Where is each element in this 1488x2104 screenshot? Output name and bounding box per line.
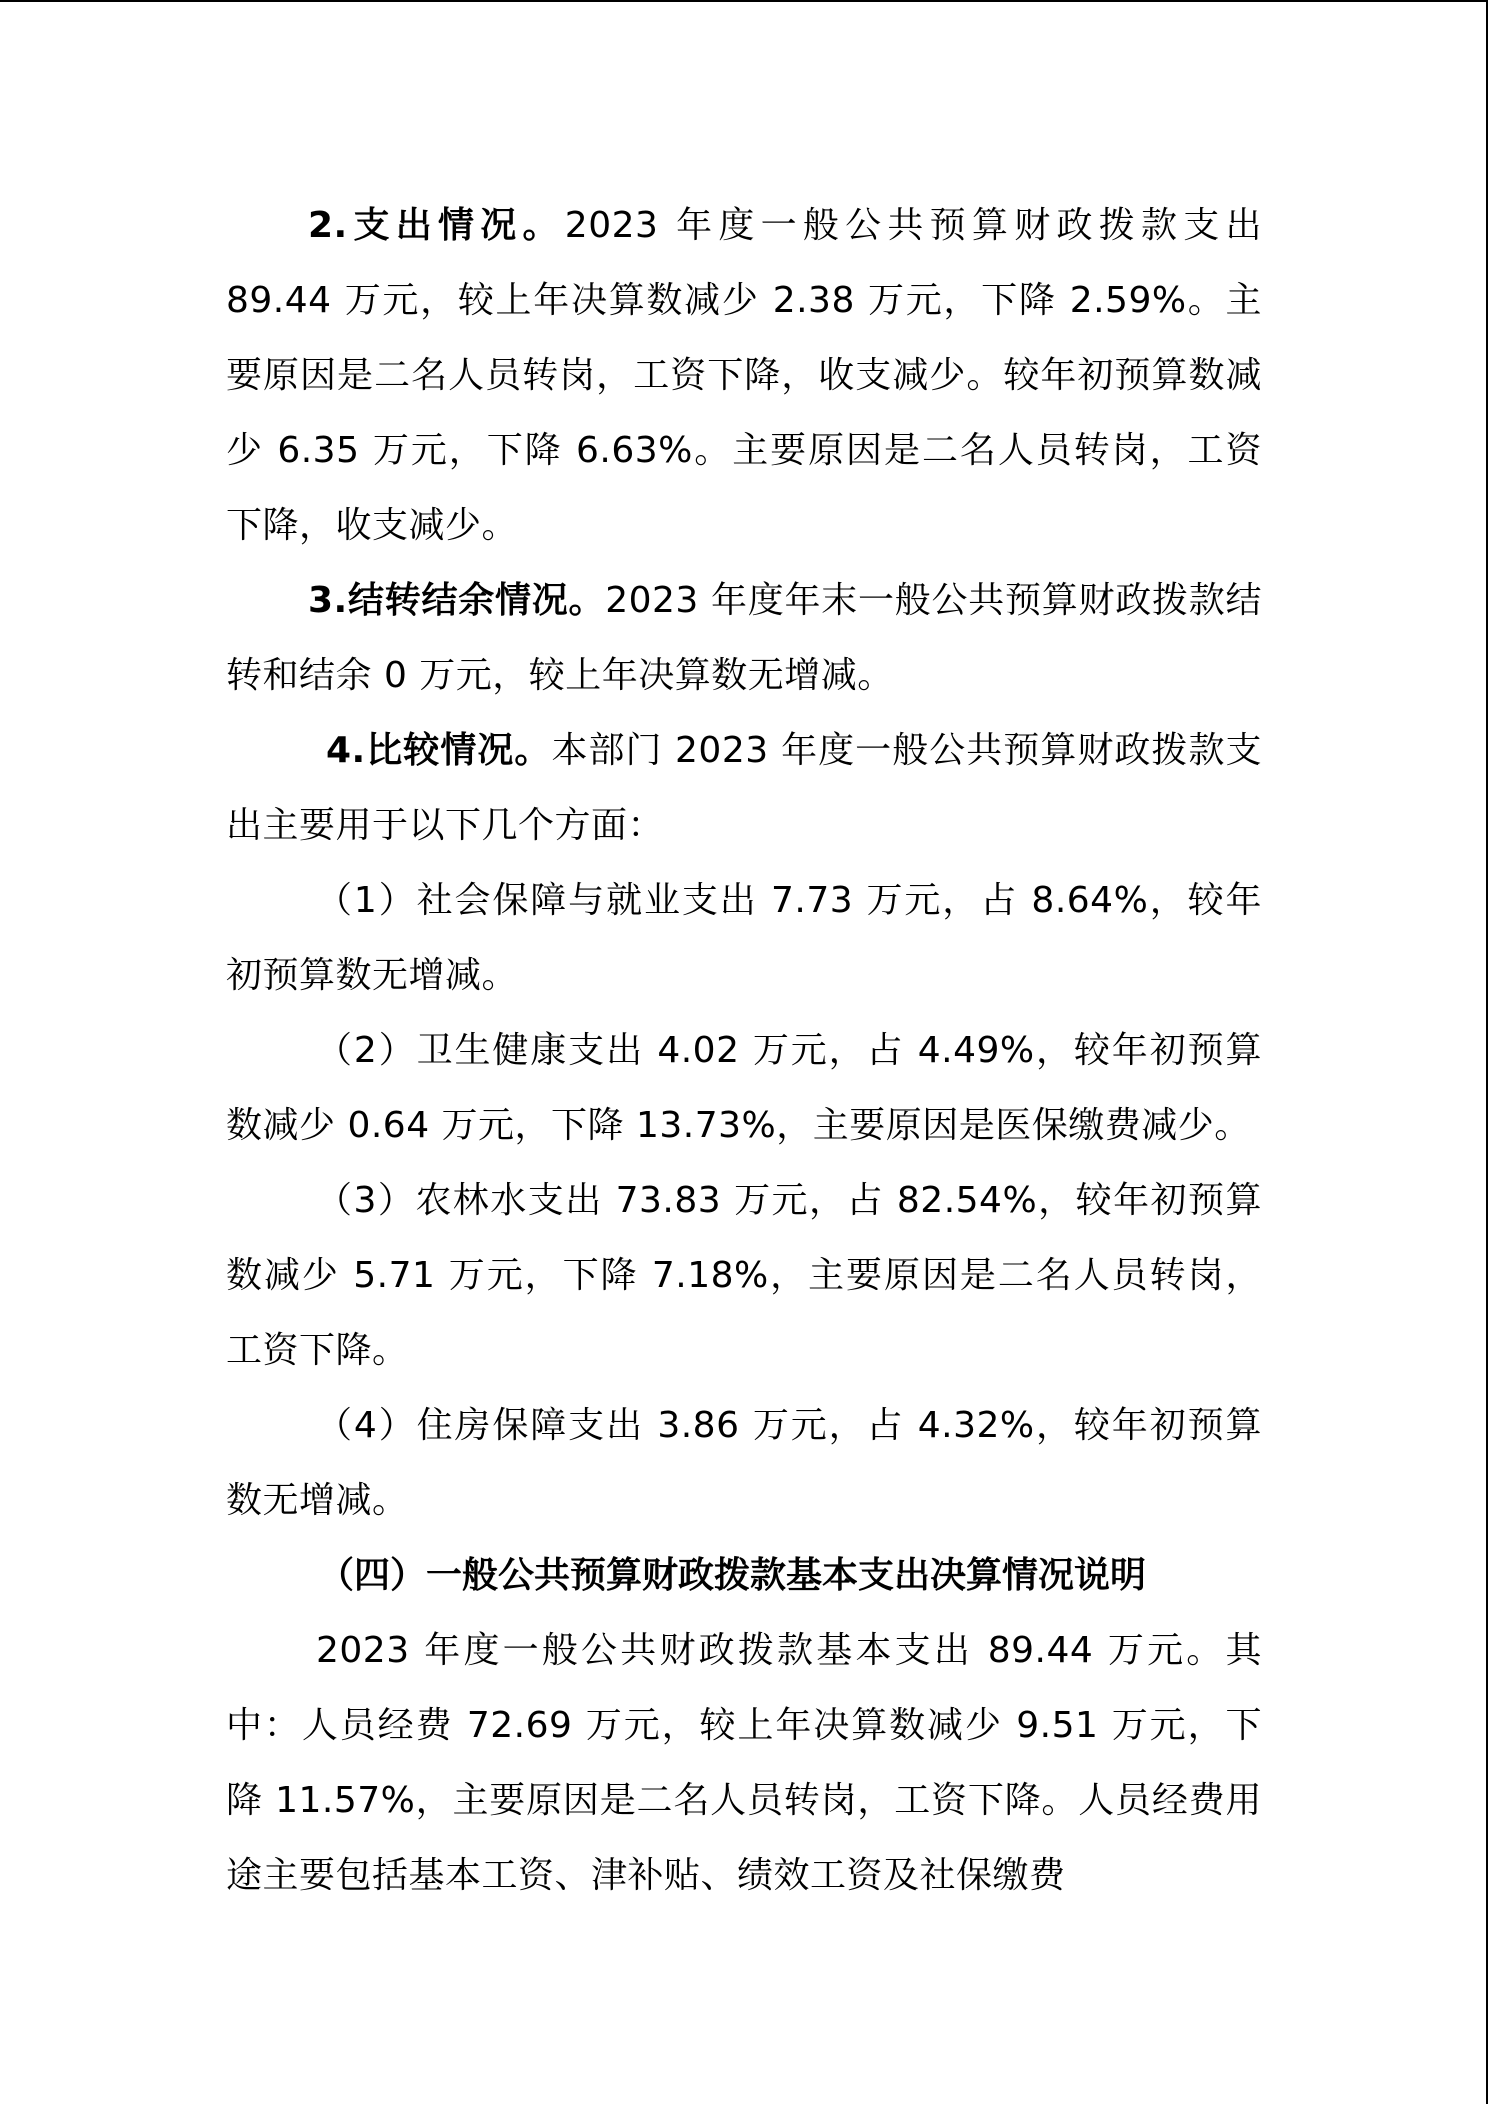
paragraph-comparison [226, 713, 1262, 863]
paragraph-expenditure [226, 188, 1262, 563]
list-item-1: （1）社会保障与就业支出 7.73 万元，占 8.64%，较年初预算数无增减。 [226, 880, 1262, 996]
lead-number: 2. [308, 205, 348, 246]
paragraph-text: 本部门 2023 年度一般公共预算财政拨款支出主要用于以下几个方面： [226, 730, 1262, 846]
lead-number: 4. [326, 730, 366, 771]
page-border-top [0, 0, 1488, 2]
document-body [226, 188, 1262, 1913]
list-item-3: （3）农林水支出 73.83 万元，占 82.54%，较年初预算数减少 5.71 万元，下降 7.18%，主要原因是二名人员转岗，工资下降。 [226, 1180, 1262, 1371]
paragraph-text: 2023 年度年末一般公共预算财政拨款结转和结余 0 万元，较上年决算数无增减。 [226, 580, 1262, 696]
lead-title: 支出情况。 [347, 204, 565, 246]
lead-title: 结转结余情况。 [347, 579, 606, 621]
section-heading: （四）一般公共预算财政拨款基本支出决算情况说明 [318, 1554, 1147, 1596]
list-item-4: （4）住房保障支出 3.86 万元，占 4.32%，较年初预算数无增减。 [226, 1405, 1262, 1521]
lead-number: 3. [308, 580, 348, 621]
paragraph-text: 2023 年度一般公共预算财政拨款支出 89.44 万元，较上年决算数减少 2.38 万元，下降 2.59%。主要原因是二名人员转岗，工资下降，收支减少。较年初预算数减少 6.35 万元，下降 6.63%。主要原因是二名人员转岗，工资下降，收支减少。 [226, 205, 1262, 546]
lead-title: 比较情况。 [365, 729, 552, 771]
list-item-2: （2）卫生健康支出 4.02 万元，占 4.49%，较年初预算数减少 0.64 万元，下降 13.73%，主要原因是医保缴费减少。 [226, 1030, 1262, 1146]
paragraph-basic-expenditure: 2023 年度一般公共财政拨款基本支出 89.44 万元。其中：人员经费 72.69 万元，较上年决算数减少 9.51 万元，下降 11.57%，主要原因是二名人员转岗，工资下降。人员经费用途主要包括基本工资、津补贴、绩效工资及社保缴费 [226, 1630, 1262, 1896]
paragraph-carryover [226, 563, 1262, 713]
